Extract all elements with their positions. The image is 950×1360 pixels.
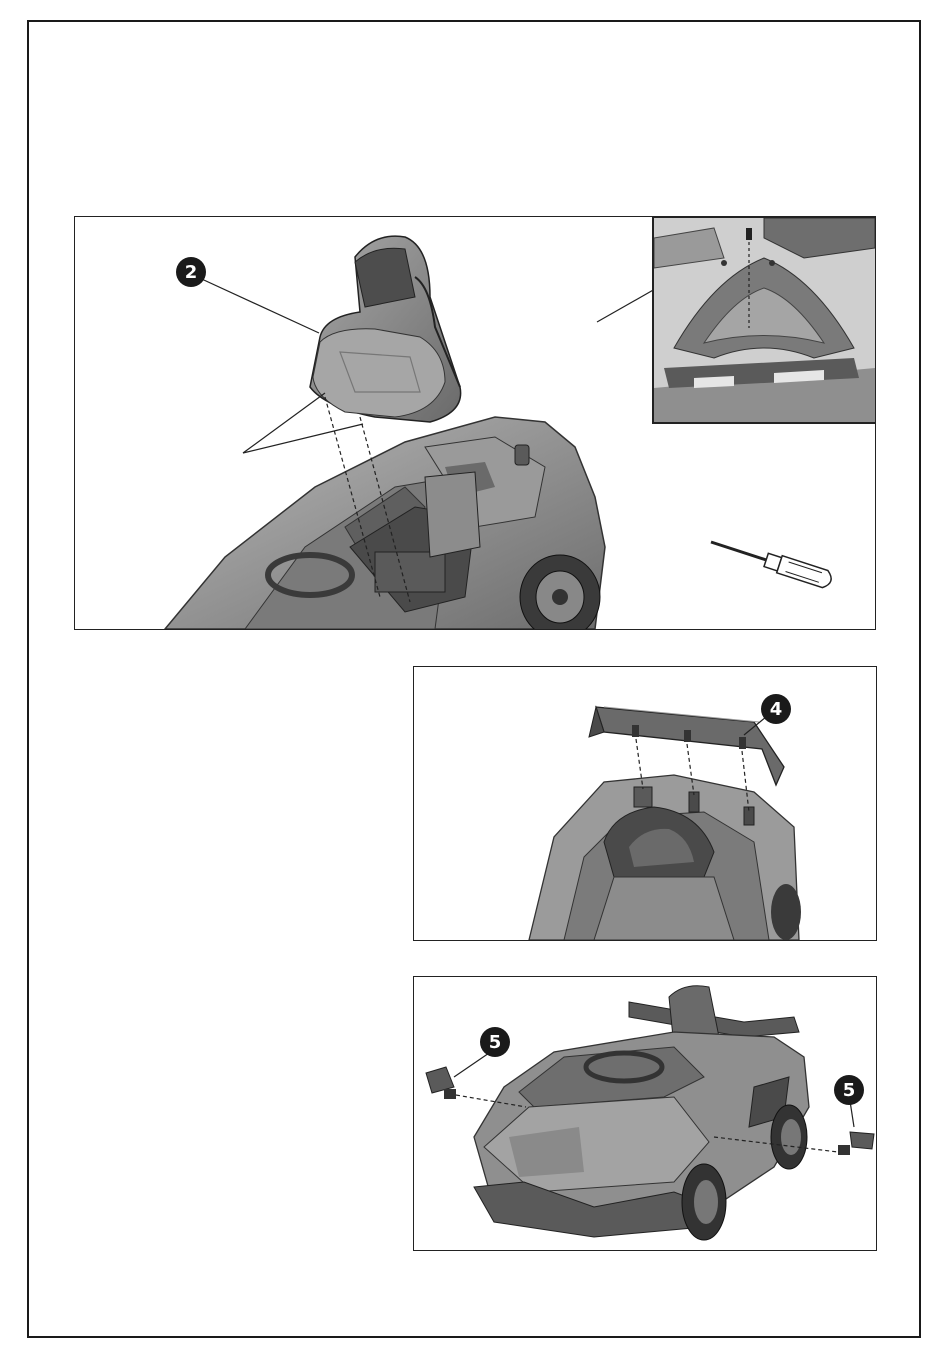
part-number-badge — [175, 256, 207, 288]
car-body — [165, 417, 605, 629]
mirror-installation-panel — [413, 976, 877, 1251]
seat-installation-panel — [74, 216, 876, 630]
part-number-badge — [833, 1074, 865, 1106]
mirror-installation-illustration — [414, 977, 876, 1250]
spoiler-installation-illustration — [414, 667, 876, 940]
left-mirror-part — [426, 1067, 456, 1099]
part-number-label: 5 — [842, 1080, 856, 1101]
inset-callout-leader — [597, 289, 655, 322]
car-rear — [529, 775, 801, 940]
part-number-label: 4 — [769, 699, 783, 720]
screwdriver-icon — [708, 533, 833, 589]
part-number-label: 5 — [488, 1032, 502, 1053]
seat-part — [310, 236, 461, 422]
right-mirror-part — [838, 1132, 874, 1155]
car-front — [474, 986, 809, 1240]
part-number-badge — [479, 1026, 511, 1058]
screw-detail-inset — [652, 216, 876, 424]
seat-callout-leader — [193, 275, 319, 333]
spoiler-installation-panel — [413, 666, 877, 941]
part-number-label: 2 — [184, 262, 198, 283]
part-number-badge — [760, 693, 792, 725]
spoiler-part — [589, 707, 784, 785]
